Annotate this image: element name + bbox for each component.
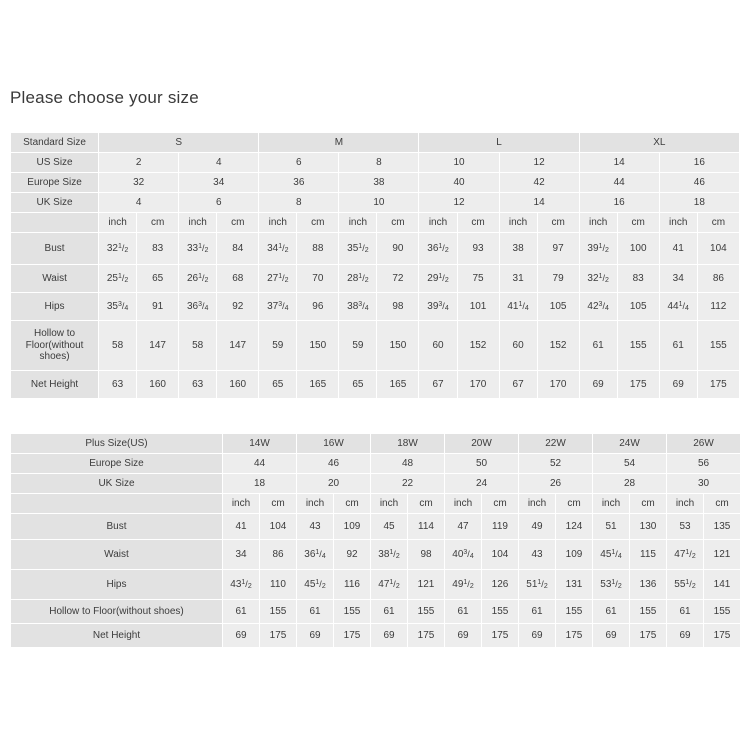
cell-us-4: 10 <box>419 153 499 173</box>
cell-us-6: 14 <box>579 153 659 173</box>
cell-bust: 135 <box>704 514 741 540</box>
cell-waist: 31 <box>499 265 537 293</box>
cell-net-height: 69 <box>371 624 408 648</box>
cell-hollow: 58 <box>179 321 217 371</box>
table-row <box>11 494 741 514</box>
cell-bust: 45 <box>371 514 408 540</box>
table-row <box>11 193 740 213</box>
unit-cell: cm <box>297 213 339 233</box>
cell-bust: 109 <box>334 514 371 540</box>
unit-cell: cm <box>217 213 259 233</box>
table-row <box>11 600 741 624</box>
unit-cell: inch <box>259 213 297 233</box>
cell-waist: 86 <box>260 540 297 570</box>
cell-hips: $51^1/_2$ <box>519 570 556 600</box>
cell-waist: 104 <box>482 540 519 570</box>
cell-hips: $35^3/_4$ <box>99 293 137 321</box>
unit-cell: inch <box>419 213 457 233</box>
standard-size-table <box>10 132 740 399</box>
cell-hollow: 61 <box>667 600 704 624</box>
cell-hollow: 61 <box>223 600 260 624</box>
row-label-bust: Bust <box>11 233 99 265</box>
cell-bust: 93 <box>457 233 499 265</box>
cell-hollow: 61 <box>445 600 482 624</box>
cell-hollow: 61 <box>659 321 697 371</box>
cell-bust: 88 <box>297 233 339 265</box>
cell-net-height: 160 <box>137 371 179 399</box>
cell-waist: 70 <box>297 265 339 293</box>
cell-bust: 51 <box>593 514 630 540</box>
cell-hollow: 155 <box>260 600 297 624</box>
cell-bust: 84 <box>217 233 259 265</box>
row-label-hollow-to-floor: Hollow to Floor(without shoes) <box>11 600 223 624</box>
cell-waist: 121 <box>704 540 741 570</box>
cell-hollow: 61 <box>297 600 334 624</box>
cell-net-height: 175 <box>556 624 593 648</box>
cell-hollow: 59 <box>259 321 297 371</box>
cell-uk-4: 12 <box>419 193 499 213</box>
cell-waist: 79 <box>537 265 579 293</box>
table-row <box>11 570 741 600</box>
cell-hips: 121 <box>408 570 445 600</box>
cell-net-height: 160 <box>217 371 259 399</box>
cell-eu: 52 <box>519 454 593 474</box>
table-row <box>11 133 740 153</box>
unit-cell: inch <box>499 213 537 233</box>
cell-uk: 18 <box>223 474 297 494</box>
cell-waist: 86 <box>697 265 739 293</box>
row-label-standard-size: Standard Size <box>11 133 99 153</box>
plus-size-0: 14W <box>223 434 297 454</box>
size-group-s: S <box>99 133 259 153</box>
cell-eu-5: 42 <box>499 173 579 193</box>
cell-hollow: 155 <box>704 600 741 624</box>
cell-net-height: 67 <box>499 371 537 399</box>
cell-hips: 110 <box>260 570 297 600</box>
cell-hips: 126 <box>482 570 519 600</box>
plus-size-4: 22W <box>519 434 593 454</box>
cell-eu-3: 38 <box>339 173 419 193</box>
cell-net-height: 63 <box>99 371 137 399</box>
cell-hips: $42^3/_4$ <box>579 293 617 321</box>
cell-bust: 97 <box>537 233 579 265</box>
page-title: Please choose your size <box>10 88 199 107</box>
cell-net-height: 175 <box>260 624 297 648</box>
row-label-waist: Waist <box>11 540 223 570</box>
plus-size-table <box>10 433 741 648</box>
cell-waist: $28^1/_2$ <box>339 265 377 293</box>
unit-cell: inch <box>297 494 334 514</box>
table-row <box>11 153 740 173</box>
cell-bust: $32^1/_2$ <box>99 233 137 265</box>
cell-waist: 75 <box>457 265 499 293</box>
cell-hips: $53^1/_2$ <box>593 570 630 600</box>
unit-cell: cm <box>617 213 659 233</box>
row-label-us-size: US Size <box>11 153 99 173</box>
cell-waist: $32^1/_2$ <box>579 265 617 293</box>
cell-hollow: 150 <box>297 321 339 371</box>
cell-hips: $36^3/_4$ <box>179 293 217 321</box>
cell-uk: 22 <box>371 474 445 494</box>
cell-bust: 114 <box>408 514 445 540</box>
unit-cell: inch <box>371 494 408 514</box>
row-label-uk-size: UK Size <box>11 474 223 494</box>
unit-cell: cm <box>537 213 579 233</box>
cell-eu-6: 44 <box>579 173 659 193</box>
cell-net-height: 170 <box>537 371 579 399</box>
table-row <box>11 624 741 648</box>
cell-hips: 91 <box>137 293 179 321</box>
cell-eu: 50 <box>445 454 519 474</box>
unit-cell: inch <box>99 213 137 233</box>
unit-cell: cm <box>457 213 499 233</box>
cell-bust: 100 <box>617 233 659 265</box>
cell-hollow: 155 <box>617 321 659 371</box>
cell-bust: 53 <box>667 514 704 540</box>
cell-uk: 20 <box>297 474 371 494</box>
cell-waist: 65 <box>137 265 179 293</box>
cell-uk-7: 18 <box>659 193 739 213</box>
cell-waist: $36^1/_4$ <box>297 540 334 570</box>
cell-net-height: 170 <box>457 371 499 399</box>
cell-hips: 141 <box>704 570 741 600</box>
unit-cell: cm <box>377 213 419 233</box>
cell-waist: 68 <box>217 265 259 293</box>
cell-hollow: 61 <box>593 600 630 624</box>
row-label-plus-size: Plus Size(US) <box>11 434 223 454</box>
cell-uk-5: 14 <box>499 193 579 213</box>
cell-waist: $25^1/_2$ <box>99 265 137 293</box>
cell-us-3: 8 <box>339 153 419 173</box>
cell-us-2: 6 <box>259 153 339 173</box>
table-row <box>11 321 740 371</box>
cell-net-height: 175 <box>334 624 371 648</box>
cell-waist: 34 <box>223 540 260 570</box>
cell-bust: 38 <box>499 233 537 265</box>
cell-hips: 101 <box>457 293 499 321</box>
cell-net-height: 175 <box>408 624 445 648</box>
cell-hips: 105 <box>537 293 579 321</box>
unit-cell: inch <box>659 213 697 233</box>
cell-uk-0: 4 <box>99 193 179 213</box>
cell-uk: 30 <box>667 474 741 494</box>
table-row <box>11 514 741 540</box>
cell-uk: 28 <box>593 474 667 494</box>
cell-waist: 34 <box>659 265 697 293</box>
plus-size-2: 18W <box>371 434 445 454</box>
cell-eu: 54 <box>593 454 667 474</box>
cell-bust: $36^1/_2$ <box>419 233 457 265</box>
cell-eu-7: 46 <box>659 173 739 193</box>
cell-hips: $41^1/_4$ <box>499 293 537 321</box>
cell-eu: 48 <box>371 454 445 474</box>
cell-waist: $45^1/_4$ <box>593 540 630 570</box>
cell-bust: 124 <box>556 514 593 540</box>
cell-hips: $45^1/_2$ <box>297 570 334 600</box>
row-label-net-height: Net Height <box>11 371 99 399</box>
cell-hollow: 60 <box>419 321 457 371</box>
cell-hips: 112 <box>697 293 739 321</box>
cell-uk-2: 8 <box>259 193 339 213</box>
cell-hips: 116 <box>334 570 371 600</box>
row-label-bust: Bust <box>11 514 223 540</box>
cell-hips: 92 <box>217 293 259 321</box>
cell-hips: 96 <box>297 293 339 321</box>
cell-bust: 119 <box>482 514 519 540</box>
table-row <box>11 474 741 494</box>
row-label-hips: Hips <box>11 570 223 600</box>
cell-net-height: 175 <box>630 624 667 648</box>
cell-net-height: 69 <box>223 624 260 648</box>
cell-us-0: 2 <box>99 153 179 173</box>
cell-hips: $47^1/_2$ <box>371 570 408 600</box>
cell-bust: $39^1/_2$ <box>579 233 617 265</box>
unit-cell: inch <box>593 494 630 514</box>
cell-waist: 83 <box>617 265 659 293</box>
cell-net-height: 175 <box>704 624 741 648</box>
cell-hollow: 150 <box>377 321 419 371</box>
row-label-europe-size: Europe Size <box>11 173 99 193</box>
cell-hips: 98 <box>377 293 419 321</box>
unit-cell: cm <box>482 494 519 514</box>
table-row <box>11 293 740 321</box>
cell-bust: 47 <box>445 514 482 540</box>
cell-uk-3: 10 <box>339 193 419 213</box>
cell-waist: 115 <box>630 540 667 570</box>
cell-net-height: 175 <box>697 371 739 399</box>
cell-hollow: 61 <box>579 321 617 371</box>
cell-net-height: 69 <box>593 624 630 648</box>
cell-bust: 43 <box>297 514 334 540</box>
cell-hollow: 155 <box>556 600 593 624</box>
row-label-units <box>11 213 99 233</box>
cell-eu-4: 40 <box>419 173 499 193</box>
cell-hollow: 58 <box>99 321 137 371</box>
cell-uk: 26 <box>519 474 593 494</box>
cell-net-height: 69 <box>297 624 334 648</box>
cell-waist: $40^3/_4$ <box>445 540 482 570</box>
cell-hips: 131 <box>556 570 593 600</box>
cell-hips: $55^1/_2$ <box>667 570 704 600</box>
row-label-net-height: Net Height <box>11 624 223 648</box>
cell-bust: $33^1/_2$ <box>179 233 217 265</box>
table-row <box>11 540 741 570</box>
cell-bust: 130 <box>630 514 667 540</box>
unit-cell: inch <box>667 494 704 514</box>
cell-hollow: 155 <box>408 600 445 624</box>
cell-waist: 72 <box>377 265 419 293</box>
unit-cell: cm <box>334 494 371 514</box>
cell-net-height: 65 <box>339 371 377 399</box>
cell-net-height: 65 <box>259 371 297 399</box>
cell-net-height: 165 <box>297 371 339 399</box>
row-label-hollow-to-floor: Hollow to Floor(without shoes) <box>11 321 99 371</box>
cell-hollow: 147 <box>137 321 179 371</box>
row-label-units <box>11 494 223 514</box>
cell-bust: 104 <box>697 233 739 265</box>
cell-us-5: 12 <box>499 153 579 173</box>
cell-hips: $39^3/_4$ <box>419 293 457 321</box>
row-label-hips: Hips <box>11 293 99 321</box>
unit-cell: cm <box>704 494 741 514</box>
cell-net-height: 69 <box>519 624 556 648</box>
cell-bust: $34^1/_2$ <box>259 233 297 265</box>
cell-hollow: 152 <box>537 321 579 371</box>
cell-net-height: 69 <box>667 624 704 648</box>
cell-waist: $27^1/_2$ <box>259 265 297 293</box>
size-group-xl: XL <box>579 133 739 153</box>
cell-net-height: 69 <box>659 371 697 399</box>
cell-bust: 49 <box>519 514 556 540</box>
cell-hollow: 147 <box>217 321 259 371</box>
cell-net-height: 69 <box>445 624 482 648</box>
cell-eu: 46 <box>297 454 371 474</box>
cell-net-height: 175 <box>482 624 519 648</box>
table-row <box>11 213 740 233</box>
unit-cell: cm <box>137 213 179 233</box>
cell-hips: $43^1/_2$ <box>223 570 260 600</box>
cell-us-1: 4 <box>179 153 259 173</box>
cell-uk: 24 <box>445 474 519 494</box>
cell-uk-6: 16 <box>579 193 659 213</box>
cell-waist: $38^1/_2$ <box>371 540 408 570</box>
cell-hips: $44^1/_4$ <box>659 293 697 321</box>
table-row <box>11 233 740 265</box>
cell-net-height: 69 <box>579 371 617 399</box>
table-row <box>11 265 740 293</box>
cell-waist: 43 <box>519 540 556 570</box>
row-label-waist: Waist <box>11 265 99 293</box>
unit-cell: inch <box>179 213 217 233</box>
unit-cell: inch <box>223 494 260 514</box>
cell-waist: 109 <box>556 540 593 570</box>
table-row <box>11 454 741 474</box>
cell-hollow: 155 <box>630 600 667 624</box>
cell-bust: 83 <box>137 233 179 265</box>
cell-hips: $38^3/_4$ <box>339 293 377 321</box>
cell-waist: $29^1/_2$ <box>419 265 457 293</box>
cell-hollow: 61 <box>519 600 556 624</box>
cell-bust: 90 <box>377 233 419 265</box>
cell-hollow: 61 <box>371 600 408 624</box>
cell-uk-1: 6 <box>179 193 259 213</box>
cell-eu-1: 34 <box>179 173 259 193</box>
cell-hollow: 155 <box>334 600 371 624</box>
row-label-europe-size: Europe Size <box>11 454 223 474</box>
cell-bust: $35^1/_2$ <box>339 233 377 265</box>
cell-bust: 41 <box>223 514 260 540</box>
cell-eu-2: 36 <box>259 173 339 193</box>
size-group-m: M <box>259 133 419 153</box>
cell-hips: $37^3/_4$ <box>259 293 297 321</box>
plus-size-3: 20W <box>445 434 519 454</box>
unit-cell: inch <box>519 494 556 514</box>
cell-eu: 56 <box>667 454 741 474</box>
cell-waist: $26^1/_2$ <box>179 265 217 293</box>
cell-hollow: 152 <box>457 321 499 371</box>
cell-net-height: 63 <box>179 371 217 399</box>
cell-net-height: 67 <box>419 371 457 399</box>
unit-cell: cm <box>556 494 593 514</box>
table-row <box>11 371 740 399</box>
cell-waist: $47^1/_2$ <box>667 540 704 570</box>
table-row <box>11 173 740 193</box>
cell-hollow: 59 <box>339 321 377 371</box>
cell-hollow: 155 <box>697 321 739 371</box>
cell-hips: $49^1/_2$ <box>445 570 482 600</box>
row-label-uk-size: UK Size <box>11 193 99 213</box>
cell-waist: 92 <box>334 540 371 570</box>
unit-cell: cm <box>697 213 739 233</box>
cell-hollow: 155 <box>482 600 519 624</box>
cell-net-height: 165 <box>377 371 419 399</box>
plus-size-5: 24W <box>593 434 667 454</box>
cell-eu-0: 32 <box>99 173 179 193</box>
unit-cell: inch <box>445 494 482 514</box>
cell-bust: 104 <box>260 514 297 540</box>
cell-us-7: 16 <box>659 153 739 173</box>
cell-waist: 98 <box>408 540 445 570</box>
cell-net-height: 175 <box>617 371 659 399</box>
unit-cell: cm <box>260 494 297 514</box>
plus-size-1: 16W <box>297 434 371 454</box>
unit-cell: cm <box>408 494 445 514</box>
cell-hips: 105 <box>617 293 659 321</box>
cell-hollow: 60 <box>499 321 537 371</box>
plus-size-6: 26W <box>667 434 741 454</box>
size-group-l: L <box>419 133 579 153</box>
unit-cell: inch <box>339 213 377 233</box>
unit-cell: cm <box>630 494 667 514</box>
table-row <box>11 434 741 454</box>
cell-bust: 41 <box>659 233 697 265</box>
cell-eu: 44 <box>223 454 297 474</box>
cell-hips: 136 <box>630 570 667 600</box>
unit-cell: inch <box>579 213 617 233</box>
